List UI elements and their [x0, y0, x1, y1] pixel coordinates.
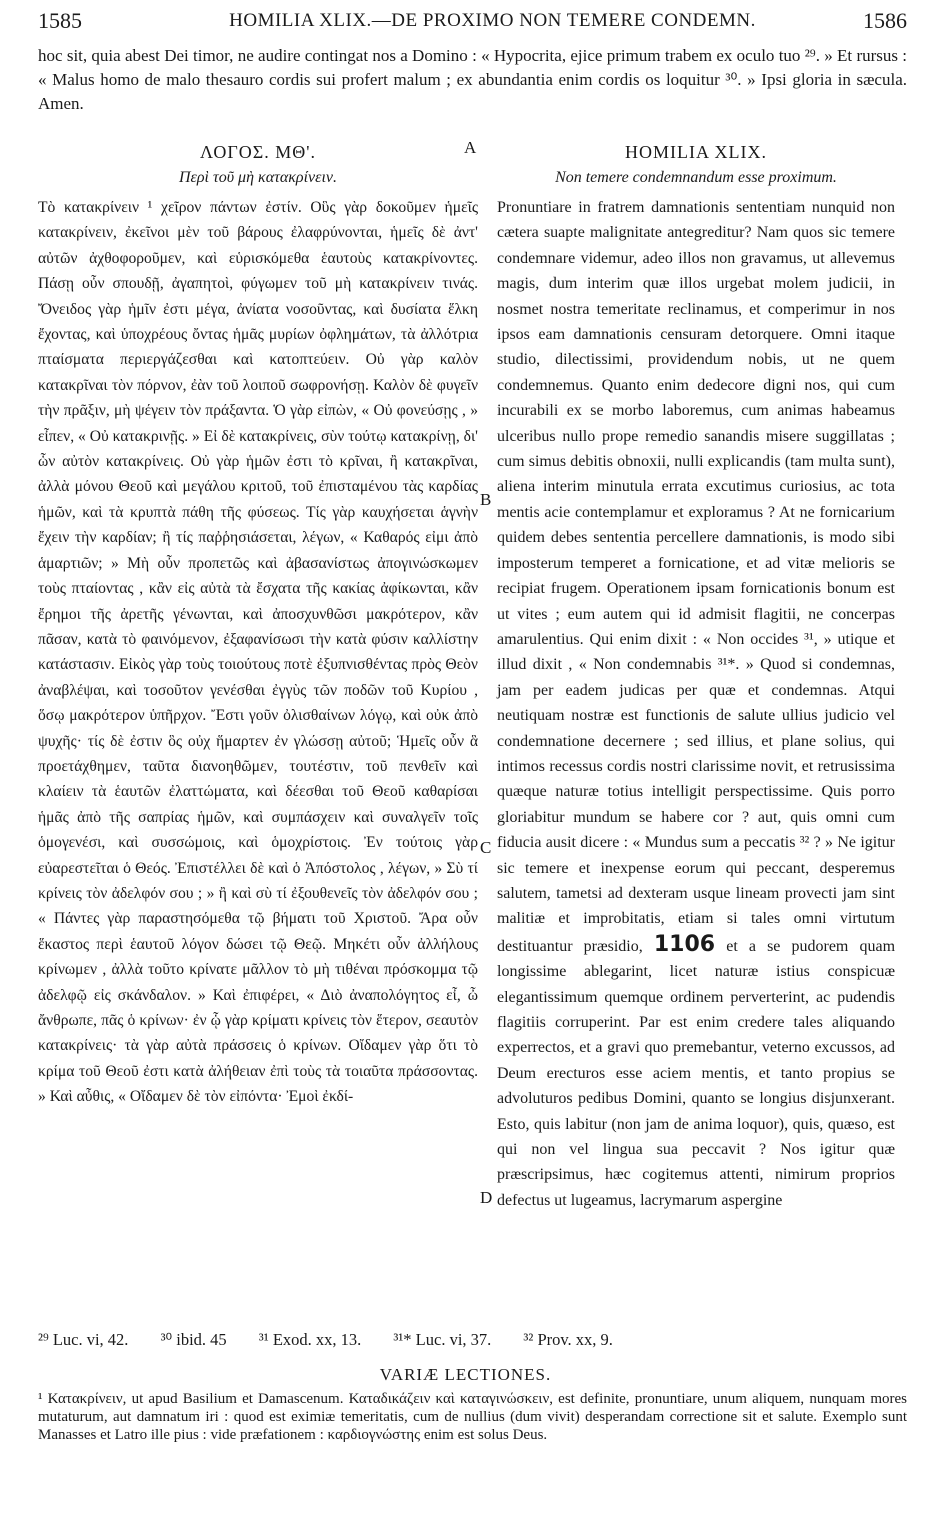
running-title: HOMILIA XLIX.—DE PROXIMO NON TEMERE CONDEMN. [229, 10, 756, 31]
margin-mark-b: B [480, 490, 492, 509]
page-number-left: 1585 [38, 8, 82, 33]
footnote: ³¹* Luc. vi, 37. [393, 1330, 492, 1349]
latin-title: HOMILIA XLIX. [625, 142, 767, 162]
greek-subtitle: Περὶ τοῦ μὴ κατακρίνειν. [179, 169, 337, 186]
footnote: ³⁰ ibid. 45 [160, 1330, 227, 1349]
latin-text [497, 195, 895, 1213]
latin-text-part-2: et a se pudorem quam longissime ablegarint, licet naturæ istius conspicuæ elegantissimum quemque ordinem perverterint, ac pudendis flagitiis corruperint. Par est enim credere tales aliquando experrectos, et a gravi quo premebantur, veterno excussos, ad Deum erecturos esse aciem mentis, et tanto propius se advoluturos pedibus Domini, quanto se longius disjunxerant. Esto, quis labitur (non jam de anima loquor), quis, quæso, est qui non vel lingua sua peccavit ? Nos igitur quæ præscripsimus, hæc cogitemus attenti, nimirum proprios defectus ut lugeamus, lacrymarum aspergine [497, 937, 896, 1209]
footnote: ³² Prov. xx, 9. [523, 1330, 613, 1349]
page-header [38, 8, 907, 40]
greek-column [38, 142, 478, 1110]
latin-column [497, 142, 895, 1213]
footnote: ²⁹ Luc. vi, 42. [38, 1330, 129, 1349]
greek-title: ΛΟΓΟΣ. ΜΘ'. [200, 142, 316, 162]
latin-subtitle: Non temere condemnandum esse proximum. [555, 169, 837, 186]
intro-paragraph: hoc sit, quia abest Dei timor, ne audire contingat nos a Domino : « Hypocrita, ejice primum trabem ex oculo tuo ²⁹. » Et rursus : « Malus homo de malo thesauro cordis sui profert malum ; ex abundantia enim cordis os loquitur ³⁰. » Ipsi gloria in sæcula. Amen. [38, 46, 907, 113]
latin-text-part-1: Pronuntiare in fratrem damnationis sententiam nunquid non cætera suapte malignitate antegreditur? Nam quos sic temere condemnare videmur, adeo illos non gravamus, ut allevemus magis, dum interim quæ illos urgebat molem judicii, in nosmet nostra temeritate reclinamus, et comperimur in nos ipsos eam damnationis censuram detorquere. Omni itaque studio, dilectissimi, providendum nobis, ut ne quem condemnemus. Quanto enim dedecore digni nos, qui cum incurabili ex se morbo laboremus, cum animas habeamus ulceribus nullo prope remedio sanandis misere suggillatas ; cum simus debitis obnoxii, nulli explicandis (tam multa sunt), aliena interim minutula errata excutimus curiosius, ac tota mentis acie contemplamur et exploramus ? At ne fornicarium quidem debes sententia percellere damnationis, is modo sibi imposterum temperet a fornicatione, et ad vitæ melioris se recipiat frugem. Operationem ipsam fornicationis bonum est ut vites ; eum autem qui id admisit flagitii, ne concerpas amarulentius. Qui enim dixit : « Non occides ³¹, » utique et illud dixit , « Non condemnabis ³¹*. » Quod si condemnas, jam per eadem judicas per quæ et condemnas. Atqui neutiquam nostræ est functionis de salute ullius judicio vel condemnatione decernere ; sed illius, et plane solius, qui intimos recessus cordis nostri clarissime novit, et retrusissima quæque naturæ totius intelligit perspectissime. Quis porro gloriabitur mundum se habere cor ? aut, quis omni cum fiducia ausit dicere : « Mundus sum a peccatis ³² ? » Ne igitur sic temere et inexpense eorum qui peccant, desperemus salutem, tametsi ad dexteram usque lineam provecti jam sint malitiæ et improbitatis, etiam si tales omni virtutum destituantur præsidio, [497, 199, 895, 955]
margin-mark-a: A [464, 138, 477, 157]
variae-lectiones-title: VARIÆ LECTIONES. [379, 1365, 552, 1384]
margin-mark-c: C [480, 838, 492, 857]
page-number-right: 1586 [863, 8, 907, 33]
greek-text: Τὸ κατακρίνειν ¹ χεῖρον πάντων ἐστίν. Οὓς γὰρ δοκοῦμεν ἡμεῖς κατακρίνειν, ἐκεῖνοι μὲν τοῦ βάρους ἐλαφρύνονται, ἡμεῖς δὲ ἀντ' αὐτῶν ἀχθοφοροῦμεν, καὶ εὑρισκόμεθα ἑαυτοὺς κατακρίνοντες. Πάσῃ οὖν σπουδῇ, ἀγαπητοὶ, φύγωμεν τοῦ μὴ κατακρίνειν τινάς. Ὄνειδος γὰρ ἡμῖν ἐστι μέγα, ἀνίατα νοσοῦντας, καὶ δυσίατα ἕλκη ἔχοντας, καὶ ὑποχρέους ὄντας ἡμᾶς μυρίων ὀφλημάτων, τὰ ἀλλότρια πταίσματα περιεργάζεσθαι καὶ κατοπτεύειν. Οὐ γὰρ καλὸν κατακρῖναι τὸν πόρνον, ἐὰν τοῦ λοιποῦ σωφρονήσῃ. Καλὸν δὲ φυγεῖν τὴν πρᾶξιν, μὴ ψέγειν τὸν πράξαντα. Ὁ γὰρ εἰπὼν, « Οὐ φονεύσῃς , » εἶπεν, « Οὐ κατακρινῇς. » Εἰ δὲ κατακρίνεις, σὺν τούτῳ κατακρίνῃ, δι' ὧν αὐτὸν κατακρίνεις. Οὐ γὰρ ἡμῶν ἐστι τὸ κρῖναι, ἢ κατακρῖναι, ἀλλὰ μόνου Θεοῦ καὶ μεγάλου κριτοῦ, τοῦ ἐπισταμένου τὰς καρδίας ἡμῶν, καὶ τὰ κρυπτὰ πάθη τῆς φύσεως. Τίς γὰρ καυχήσεται ἁγνὴν ἔχειν τὴν καρδίαν; ἢ τίς παῤῥησιάσεται, λέγων, « Καθαρός εἰμι ἀπὸ ἁμαρτιῶν; » Μὴ οὖν προπετῶς καὶ ἀβασανίστως ἀπογινώσκωμεν τοὺς πταίοντας , κἂν εἰς αὐτὰ τὰ ἔσχατα τῆς κακίας ἀφίκωνται, κἂν ἔρημοι τῆς ἀρετῆς γένωνται, καὶ ἀποσχυνθῶσι μακρότερον, κἂν πᾶσαν, κατὰ τὸ φαινόμενον, ἐξαφανίσωσι τὴν κατὰ φύσιν καλλίστην κατάστασιν. Εἰκὸς γὰρ τοὺς τοιούτους ποτὲ ἐξυπνισθέντας πρὸς Θεὸν ἀναβλέψαι, καὶ τοσοῦτον γενέσθαι ἐγγὺς τῶν ποδῶν τοῦ Κυρίου , ὅσῳ μακρότερον ὑπῆρχον. Ἔστι γοῦν ὀλισθαίνων λόγῳ, καὶ οὐκ ἀπὸ ψυχῆς· τίς δὲ ἐστιν ὃς οὐχ ἥμαρτεν ἐν γλώσσῃ αὐτοῦ; Ἡμεῖς οὖν ἃ προετάχθημεν, ταῦτα διανοηθῶμεν, τουτέστιν, τοῦ πενθεῖν καὶ κλαίειν τὰ ἑαυτῶν ἐλαττώματα, καὶ δέεσθαι τοῦ Θεοῦ καθαρίσαι ἡμᾶς ἀπὸ τῆς σαπρίας ἡμῶν, καὶ συμπάσχειν καὶ συναλγεῖν τοῖς ὁμογενέσι, καὶ συσσώμοις, καὶ ὁμοχρίστοις. Ἐν τούτοις γὰρ εὐαρεστεῖται ὁ Θεός. Ἐπιστέλλει δὲ καὶ ὁ Ἀπόστολος , λέγων, » Σὺ τί κρίνεις τὸν ἀδελφόν σου ; » ἢ καὶ σὺ τί ἐξουθενεῖς τὸν ἀδελφόν σου ; « Πάντες γὰρ παραστησόμεθα τῷ βήματι τοῦ Χριστοῦ. Ἄρα οὖν ἕκαστος περὶ ἑαυτοῦ λόγον δώσει τῷ Θεῷ. Μηκέτι οὖν ἀλλήλους κρίνωμεν , ἀλλὰ τοῦτο κρίνατε μᾶλλον τὸ μὴ τιθέναι πρόσκομμα τῷ ἀδελφῷ εἰς σκάνδαλον. » Καὶ ἐπιφέρει, « Διὸ ἀναπολόγητος εἶ, ὦ ἄνθρωπε, πᾶς ὁ κρίνων· ἐν ᾧ γὰρ κρίματι κρίνεις τὸν ἕτερον, σεαυτὸν κατακρίνεις· τὰ γὰρ αὐτὰ πράσσεις ὁ κρίνων. Οἴδαμεν γὰρ ὅτι τὸ κρίμα τοῦ Θεοῦ ἐστι κατὰ ἀλήθειαν ἐπὶ τοὺς τὰ τοιαῦτα πράσσοντας. » Καὶ αὖθις, « Οἴδαμεν δὲ τὸν εἰπόντα· Ἐμοὶ ἐκδί- [38, 199, 478, 1106]
variae-lectiones-text: ¹ Κατακρίνειν, ut apud Basilium et Damascenum. Καταδικάζειν καὶ καταγινώσκειν, est definite, pronuntiare, unum aliquem, nunquam mores mutaturum, aut damnatum iri : quod est eximiæ temeritatis, cum de nullius (dum vivit) desperandam correctione sit et salute. Exemplo sunt Manasses et Latro ille pius : vide præfationem : καρδιογνώστης enim est solus Deus. [38, 1391, 907, 1443]
column-number: 1106 [653, 931, 716, 957]
margin-mark-d: D [480, 1188, 493, 1207]
footnotes [38, 1330, 907, 1350]
footnote: ³¹ Exod. xx, 13. [258, 1330, 362, 1349]
